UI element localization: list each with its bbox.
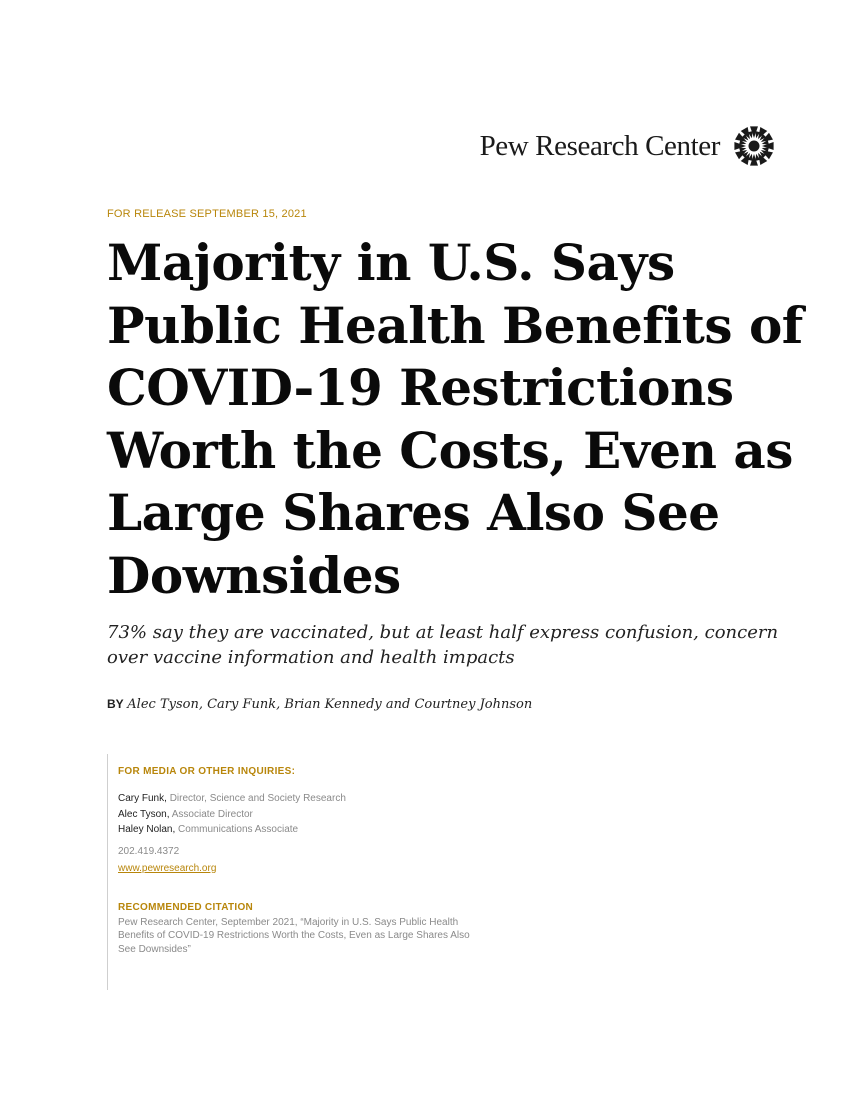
- byline-prefix: BY: [107, 697, 124, 711]
- logo-wordmark: Pew Research Center: [479, 129, 720, 162]
- release-date: FOR RELEASE SEPTEMBER 15, 2021: [107, 208, 307, 220]
- contact-phone: 202.419.4372: [118, 845, 180, 857]
- media-contact-box: [107, 754, 527, 990]
- contact-name: Cary Funk,: [118, 793, 167, 804]
- citation-heading: RECOMMENDED CITATION: [118, 901, 254, 913]
- sunburst-logo-icon: [732, 124, 776, 168]
- report-subtitle: 73% say they are vaccinated, but at least half express confusion, concern over vaccine information and health impacts: [107, 622, 779, 668]
- contact-person: [118, 822, 527, 838]
- contact-role: Director, Science and Society Research: [169, 793, 346, 804]
- contact-heading: FOR MEDIA OR OTHER INQUIRIES:: [118, 766, 296, 777]
- contact-person: [118, 791, 527, 807]
- pew-logo: [480, 124, 776, 168]
- contact-name: Alec Tyson,: [118, 808, 170, 820]
- website-link[interactable]: www.pewresearch.org: [118, 862, 217, 874]
- report-title: Majority in U.S. Says Public Health Benefits of COVID-19 Restrictions Worth the Costs, Even as Large Shares Also See Downsides: [107, 233, 803, 605]
- citation-text: Pew Research Center, September 2021, “Majority in U.S. Says Public Health Benefits of COVID-19 Restrictions Worth the Costs, Even as Large Shares Also See Downsides”: [118, 916, 470, 955]
- contact-role: Associate Director: [171, 808, 253, 820]
- byline: [107, 696, 532, 712]
- contact-role: Communications Associate: [178, 824, 299, 835]
- contact-person: [118, 807, 527, 823]
- byline-authors: Alec Tyson, Cary Funk, Brian Kennedy and Courtney Johnson: [127, 697, 533, 712]
- contact-name: Haley Nolan,: [118, 824, 176, 835]
